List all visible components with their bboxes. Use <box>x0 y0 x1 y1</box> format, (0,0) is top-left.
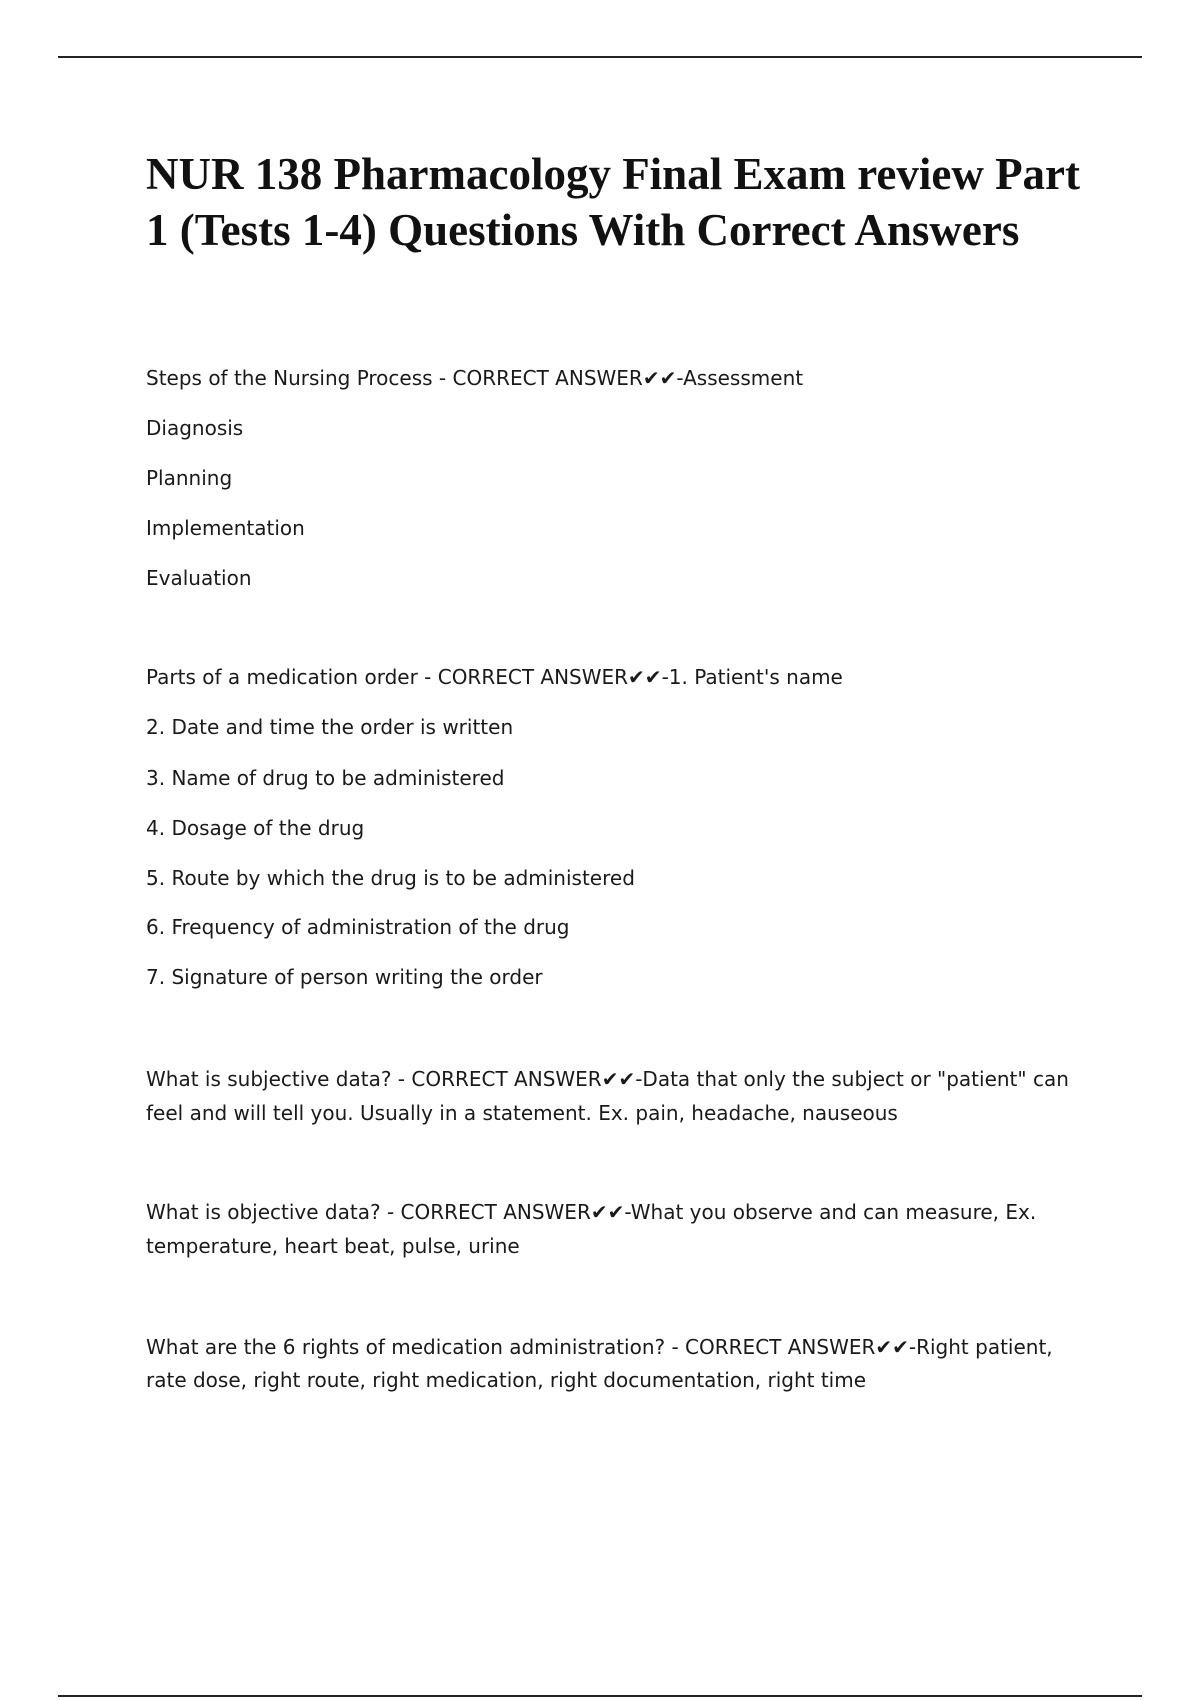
top-divider <box>58 56 1142 58</box>
qa-line: Planning <box>146 466 233 490</box>
qa-line: 2. Date and time the order is written <box>146 715 514 739</box>
qa-line: rate dose, right route, right medication, right documentation, right time <box>146 1368 866 1392</box>
bottom-divider <box>58 1695 1142 1697</box>
document-title: NUR 138 Pharmacology Final Exam review Part 1 (Tests 1-4) Questions With Correct Answers <box>146 149 1081 255</box>
qa-line: 4. Dosage of the drug <box>146 816 365 840</box>
qa-line: 7. Signature of person writing the order <box>146 965 543 989</box>
qa-line: 5. Route by which the drug is to be administered <box>146 866 635 890</box>
qa-line: feel and will tell you. Usually in a statement. Ex. pain, headache, nauseous <box>146 1101 898 1125</box>
qa-line: Implementation <box>146 516 305 540</box>
qa-line: What are the 6 rights of medication administration? - CORRECT ANSWER✔✔-Right patient, <box>146 1335 1053 1359</box>
qa-line: 6. Frequency of administration of the drug <box>146 915 570 939</box>
qa-line: What is subjective data? - CORRECT ANSWER✔✔-Data that only the subject or "patient" can <box>146 1067 1069 1091</box>
qa-line: Steps of the Nursing Process - CORRECT ANSWER✔✔-Assessment <box>146 366 804 390</box>
qa-line: Parts of a medication order - CORRECT ANSWER✔✔-1. Patient's name <box>146 665 843 689</box>
qa-line: Diagnosis <box>146 416 244 440</box>
qa-line: What is objective data? - CORRECT ANSWER✔✔-What you observe and can measure, Ex. <box>146 1200 1037 1224</box>
qa-line: temperature, heart beat, pulse, urine <box>146 1234 520 1258</box>
qa-line: 3. Name of drug to be administered <box>146 766 505 790</box>
qa-line: Evaluation <box>146 566 252 590</box>
